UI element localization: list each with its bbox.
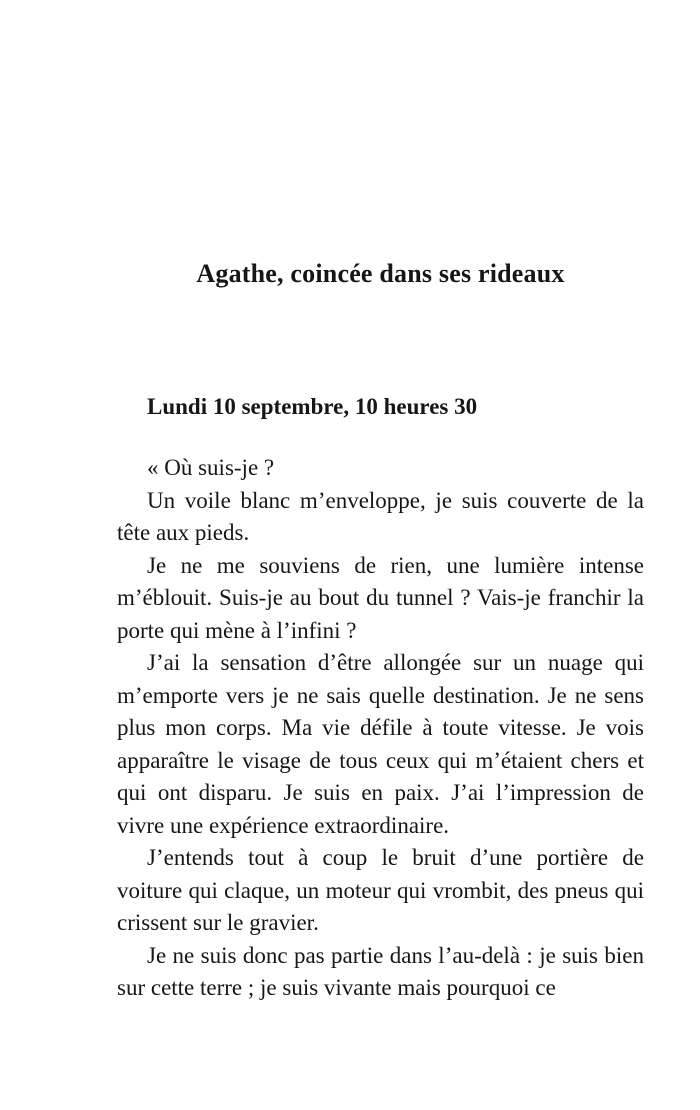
body-text — [117, 452, 644, 1005]
paragraph: J’entends tout à coup le bruit d’une portière de voiture qui claque, un moteur qui vrombit, des pneus qui crissent sur le gravier. — [117, 845, 644, 935]
paragraph: Je ne me souviens de rien, une lumière intense m’éblouit. Suis-je au bout du tunnel ? Vais-je franchir la porte qui mène à l’infini ? — [117, 552, 644, 643]
paragraph: J’ai la sensation d’être allongée sur un nuage qui m’emporte vers je ne sais quelle destination. Je ne sens plus mon corps. Ma vie défile à toute vitesse. Je vois apparaître le visage de tous ceux qui m’étaient chers et qui ont disparu. Je suis en paix. J’ai l’impression de vivre une expérience extraordinaire. — [117, 650, 644, 838]
chapter-title: Agathe, coincée dans ses rideaux — [196, 259, 565, 288]
paragraph: Je ne suis donc pas partie dans l’au-delà : je suis bien sur cette terre ; je suis vivante mais pourquoi ce — [117, 942, 644, 1000]
paragraph: « Où suis-je ? — [147, 455, 275, 480]
paragraph: Un voile blanc m’enveloppe, je suis couverte de la tête aux pieds. — [117, 487, 644, 545]
text-block — [117, 0, 644, 1005]
date-heading: Lundi 10 septembre, 10 heures 30 — [147, 394, 478, 419]
